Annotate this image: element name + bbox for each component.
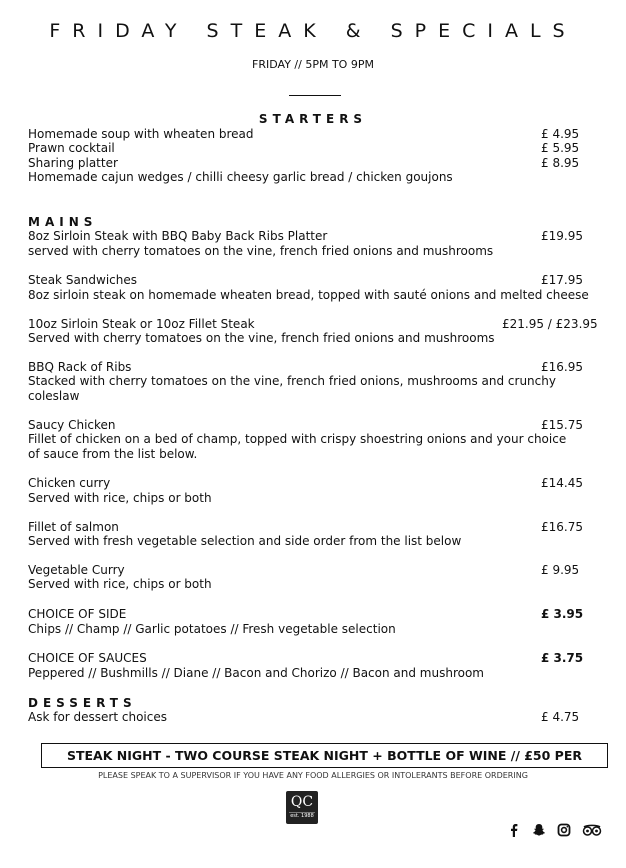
side-price: £ 3.95 <box>541 607 584 621</box>
main-item-desc: Fillet of chicken on a bed of champ, topped with crispy shoestring onions and your choice of sauce from the list below. <box>28 432 567 461</box>
menu-subtitle: FRIDAY // 5PM TO 9PM <box>252 58 374 71</box>
main-item-name: Fillet of salmon <box>28 520 119 534</box>
starter-item-name: Homemade soup with wheaten bread <box>28 127 254 141</box>
main-item-desc: Stacked with cherry tomatoes on the vine, french fried onions, mushrooms and crunchy coleslaw <box>28 374 556 403</box>
main-item-price: £14.45 <box>541 476 583 490</box>
main-item-price: £16.95 <box>541 360 583 374</box>
main-item-price: £19.95 <box>541 229 583 243</box>
side-heading: CHOICE OF SIDE <box>28 607 127 621</box>
instagram-icon[interactable] <box>557 823 571 837</box>
facebook-icon[interactable] <box>507 823 521 837</box>
starter-item-name: Prawn cocktail <box>28 141 115 155</box>
restaurant-logo <box>286 791 318 824</box>
allergy-notice: PLEASE SPEAK TO A SUPERVISOR IF YOU HAVE ANY FOOD ALLERGIES OR INTOLERANTS BEFORE ORDERING <box>98 771 528 780</box>
main-item-price: £17.95 <box>541 273 583 287</box>
side-options: Chips // Champ // Garlic potatoes // Fresh vegetable selection <box>28 622 396 636</box>
starter-note: Homemade cajun wedges / chilli cheesy garlic bread / chicken goujons <box>28 170 453 184</box>
desserts-heading: DESSERTS <box>28 696 137 710</box>
social-links <box>507 819 608 833</box>
menu-title: FRIDAY STEAK & SPECIALS <box>49 20 577 42</box>
main-item-price: £ 9.95 <box>541 563 580 577</box>
sauces-price: £ 3.75 <box>541 651 584 665</box>
main-item-price: £15.75 <box>541 418 583 432</box>
starter-item-name: Sharing platter <box>28 156 118 170</box>
dessert-price: £ 4.75 <box>541 710 580 724</box>
main-item-name: Steak Sandwiches <box>28 273 138 287</box>
steak-night-banner: STEAK NIGHT - TWO COURSE STEAK NIGHT + BOTTLE OF WINE // £50 PER <box>41 743 608 768</box>
main-item-desc: served with cherry tomatoes on the vine, french fried onions and mushrooms <box>28 244 494 258</box>
mains-heading: MAINS <box>28 215 98 229</box>
starter-item-price: £ 5.95 <box>541 141 580 155</box>
main-item-price: £21.95 / £23.95 <box>502 317 598 331</box>
starters-heading: STARTERS <box>258 112 368 126</box>
dessert-item: Ask for dessert choices <box>28 710 167 724</box>
main-item-desc: Served with rice, chips or both <box>28 491 212 505</box>
starter-item-price: £ 4.95 <box>541 127 580 141</box>
main-item-desc: 8oz sirloin steak on homemade wheaten bread, topped with sauté onions and melted cheese <box>28 288 589 302</box>
sauces-heading: CHOICE OF SAUCES <box>28 651 147 665</box>
divider <box>289 95 341 96</box>
main-item-name: BBQ Rack of Ribs <box>28 360 132 374</box>
main-item-name: Vegetable Curry <box>28 563 125 577</box>
main-item-price: £16.75 <box>541 520 583 534</box>
tripadvisor-icon[interactable] <box>582 823 602 837</box>
main-item-name: Chicken curry <box>28 476 111 490</box>
starter-item-price: £ 8.95 <box>541 156 580 170</box>
logo-est: est. 1988 <box>290 813 314 819</box>
main-item-name: 8oz Sirloin Steak with BBQ Baby Back Ribs Platter <box>28 229 328 243</box>
main-item-desc: Served with fresh vegetable selection and side order from the list below <box>28 534 462 548</box>
main-item-name: 10oz Sirloin Steak or 10oz Fillet Steak <box>28 317 255 331</box>
main-item-desc: Served with cherry tomatoes on the vine, french fried onions and mushrooms <box>28 331 495 345</box>
snapchat-icon[interactable] <box>532 823 546 837</box>
main-item-name: Saucy Chicken <box>28 418 116 432</box>
sauces-options: Peppered // Bushmills // Diane // Bacon and Chorizo // Bacon and mushroom <box>28 666 484 680</box>
main-item-desc: Served with rice, chips or both <box>28 577 212 591</box>
logo-text: QC <box>290 794 314 810</box>
